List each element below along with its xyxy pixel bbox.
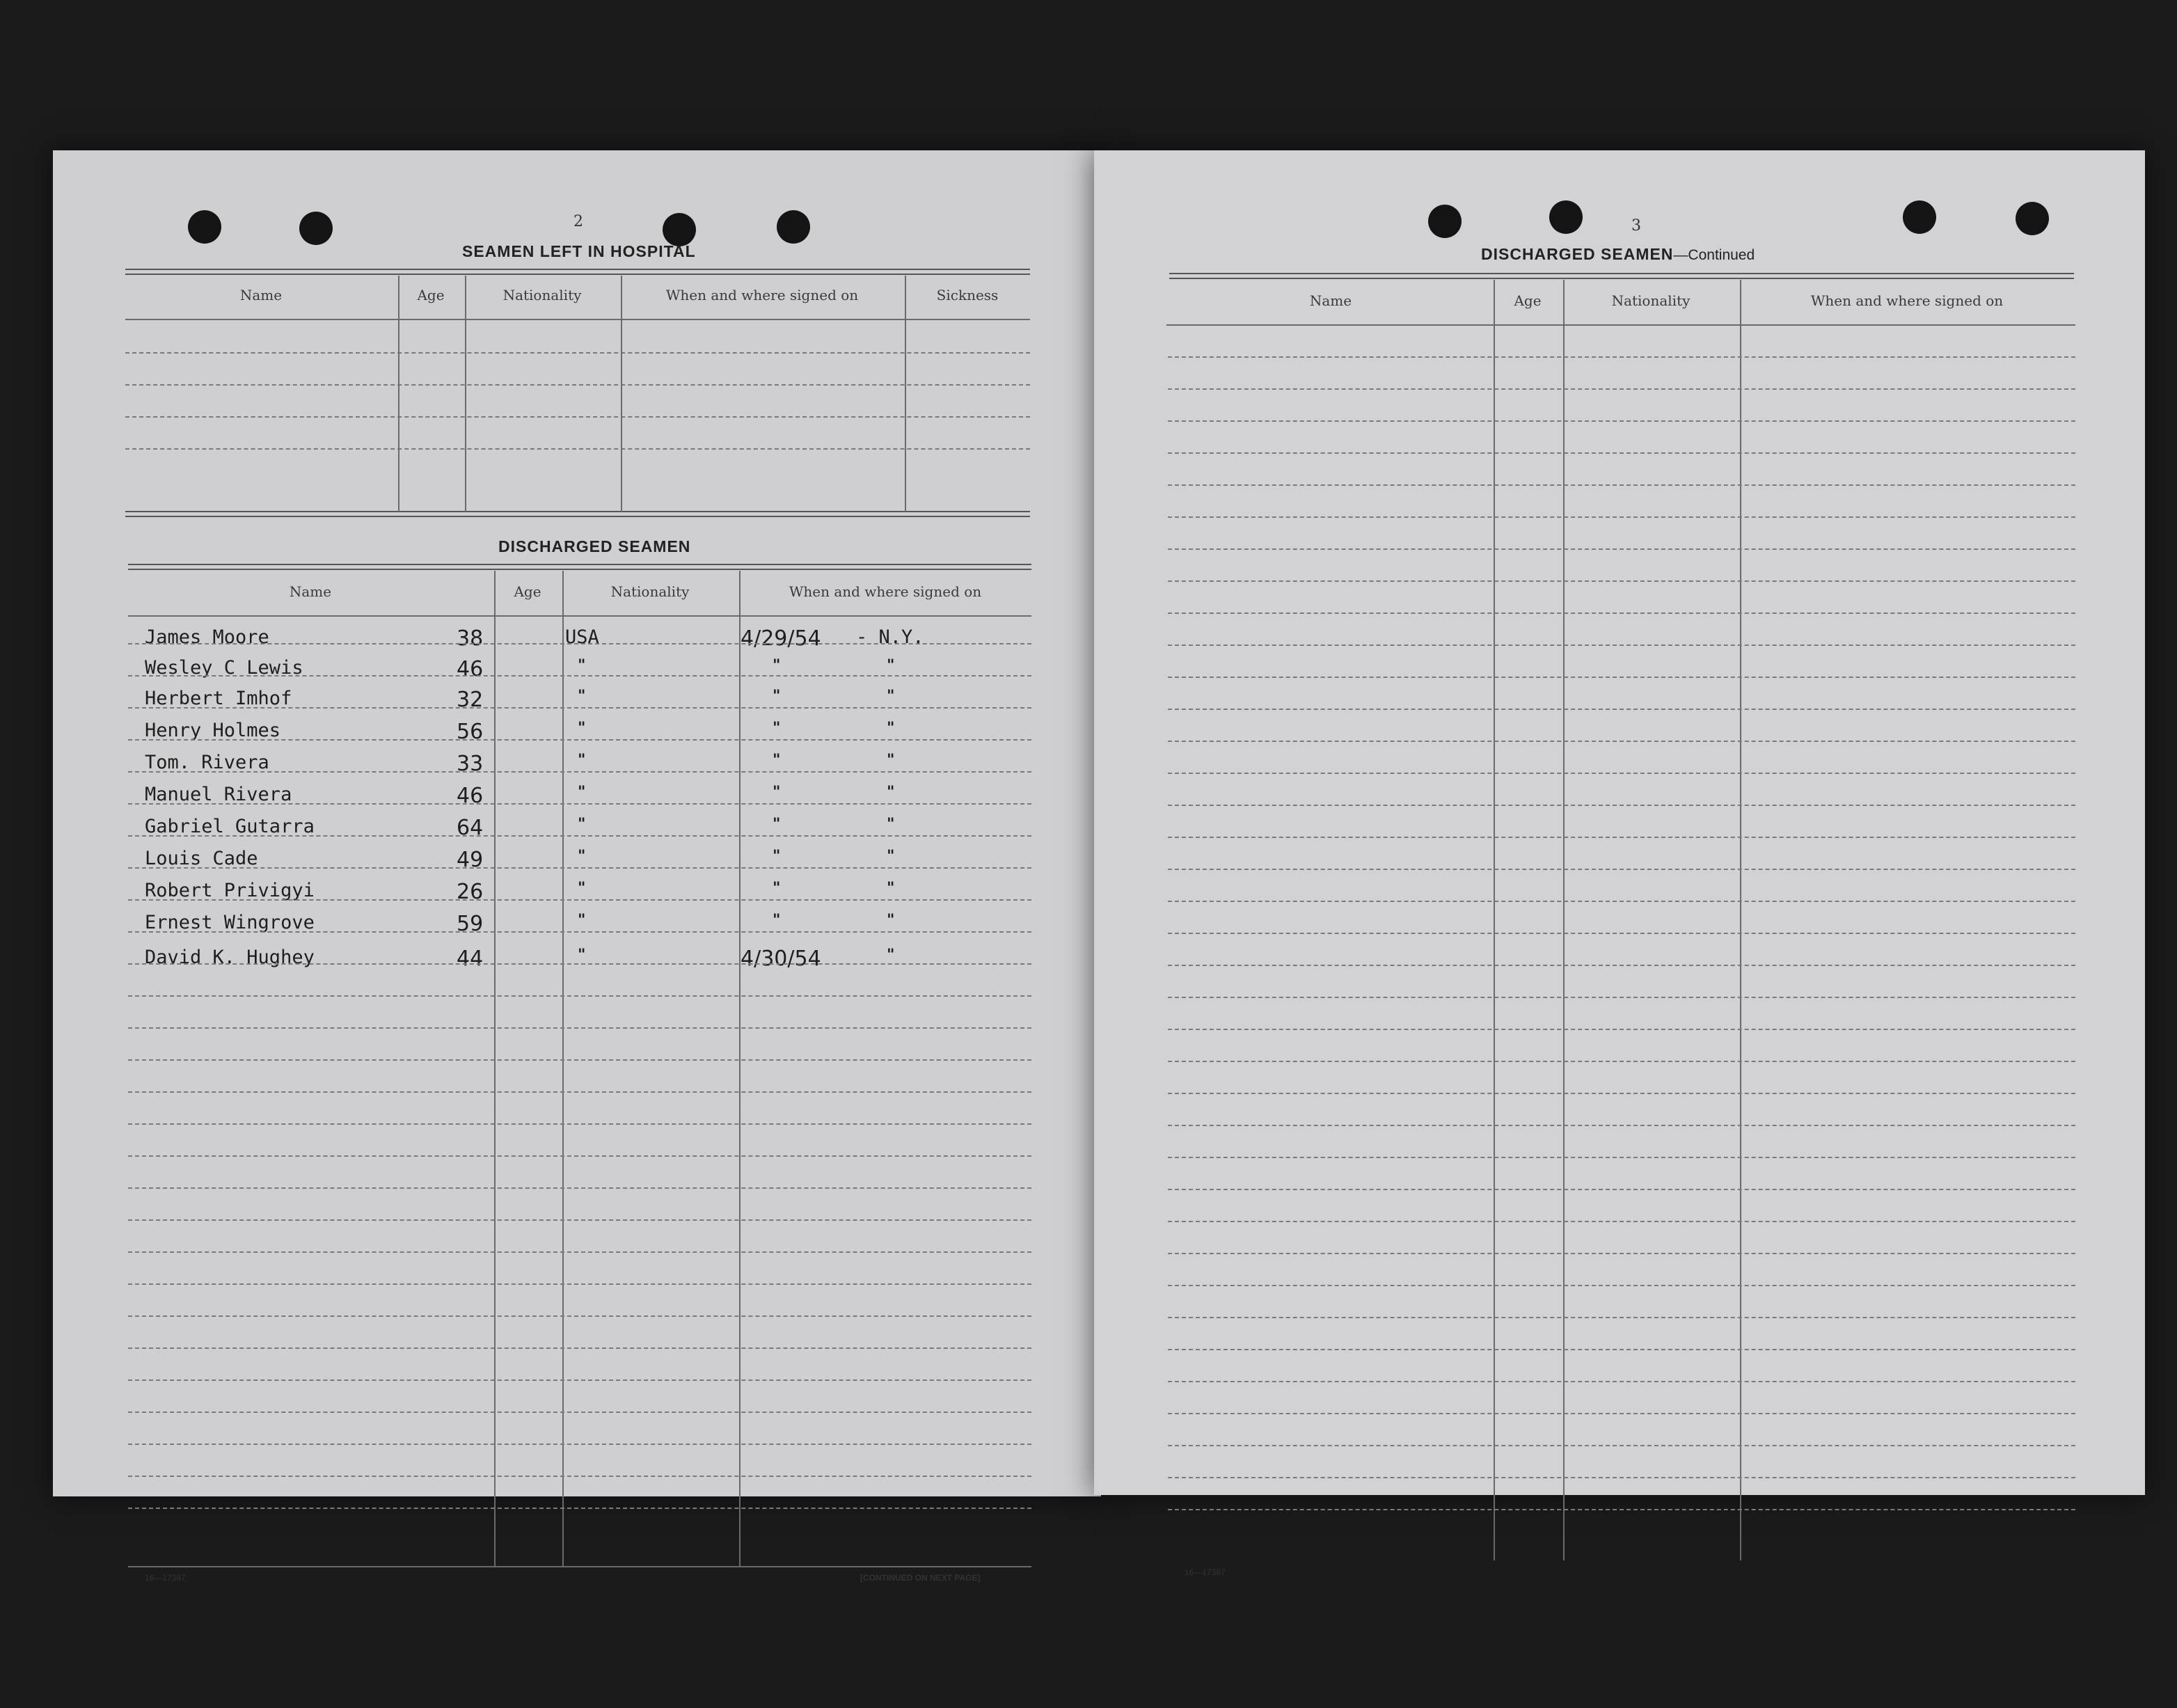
punch-hole	[299, 212, 333, 245]
row-rule	[1168, 965, 2075, 966]
signed-on-place: "	[887, 657, 895, 674]
col-signed-on: When and where signed on	[789, 583, 982, 600]
seaman-nationality: "	[578, 657, 586, 674]
continued-section-title: DISCHARGED SEAMEN—Continued	[1481, 245, 1755, 263]
row-rule	[1168, 1285, 2075, 1286]
row-rule	[128, 643, 1031, 645]
row-rule	[128, 1476, 1031, 1477]
form-number: 16—17387	[145, 1573, 186, 1583]
row-rule	[1168, 1381, 2075, 1382]
row-rule	[1168, 580, 2075, 582]
seaman-name: Ernest Wingrove	[145, 912, 315, 933]
row-rule	[128, 1315, 1031, 1317]
row-rule	[1168, 997, 2075, 998]
col-name: Name	[239, 287, 283, 303]
row-rule	[128, 931, 1031, 933]
signed-on-date: "	[773, 912, 781, 929]
row-rule	[128, 1027, 1031, 1029]
seaman-age: 46	[457, 784, 484, 808]
row-rule	[1168, 356, 2075, 358]
row-rule	[128, 835, 1031, 837]
row-rule	[1168, 1349, 2075, 1350]
row-rule	[1168, 612, 2075, 614]
row-rule	[128, 1283, 1031, 1285]
right-page	[1094, 150, 2145, 1577]
signed-on-date: "	[773, 784, 781, 801]
row-rule	[1168, 484, 2075, 486]
row-rule	[128, 1091, 1031, 1093]
seaman-age: 26	[457, 880, 484, 904]
row-rule	[1168, 1413, 2075, 1414]
row-rule	[128, 899, 1031, 901]
row-rule	[1168, 1029, 2075, 1030]
seaman-nationality: "	[578, 688, 586, 705]
continued-note: [CONTINUED ON NEXT PAGE]	[860, 1573, 981, 1583]
row-rule	[128, 1123, 1031, 1125]
seaman-name: James Moore	[145, 626, 269, 648]
row-rule	[128, 739, 1031, 741]
row-rule	[128, 1059, 1031, 1061]
seaman-nationality: "	[578, 880, 586, 897]
row-rule	[1168, 1445, 2075, 1446]
signed-on-date: "	[773, 688, 781, 705]
row-rule	[128, 771, 1031, 773]
seaman-name: Robert Privigyi	[145, 880, 315, 901]
signed-on-place: "	[887, 848, 895, 865]
row-rule	[128, 963, 1031, 965]
col-nationality: Nationality	[1611, 292, 1691, 309]
col-nationality: Nationality	[610, 583, 690, 600]
seaman-age: 46	[457, 657, 484, 681]
row-rule	[1168, 709, 2075, 710]
seaman-age: 32	[457, 688, 484, 712]
punch-hole	[1903, 200, 1936, 234]
seaman-name: Wesley C Lewis	[145, 657, 303, 679]
signed-on-date: 4/29/54	[741, 626, 821, 651]
row-rule	[128, 1444, 1031, 1445]
form-number: 16—17387	[1185, 1567, 1226, 1577]
signed-on-place: "	[887, 752, 895, 769]
signed-on-place: "	[887, 784, 895, 801]
row-rule	[1168, 1509, 2075, 1510]
row-rule	[128, 1155, 1031, 1157]
seaman-age: 49	[457, 848, 484, 872]
row-rule	[128, 1508, 1031, 1509]
seaman-nationality: USA	[565, 626, 599, 648]
punch-hole	[188, 210, 221, 244]
col-age: Age	[514, 583, 541, 600]
seaman-nationality: "	[578, 752, 586, 769]
page-number: 3	[1631, 217, 1641, 235]
seaman-nationality: "	[578, 912, 586, 929]
left-page	[53, 150, 1101, 1583]
seaman-name: Louis Cade	[145, 848, 258, 869]
seaman-name: Tom. Rivera	[145, 752, 269, 773]
signed-on-place: "	[887, 816, 895, 833]
seaman-nationality: "	[578, 784, 586, 801]
row-rule	[1168, 516, 2075, 518]
row-rule	[1168, 1317, 2075, 1318]
seaman-name: Henry Holmes	[145, 720, 281, 741]
seaman-name: Gabriel Gutarra	[145, 816, 315, 837]
row-rule	[1168, 869, 2075, 870]
seaman-name: David K. Hughey	[145, 947, 315, 968]
signed-on-place: "	[887, 880, 895, 897]
row-rule	[1168, 1477, 2075, 1478]
row-rule	[1168, 773, 2075, 774]
row-rule	[1168, 1093, 2075, 1094]
row-rule	[1168, 1253, 2075, 1254]
seaman-age: 59	[457, 912, 484, 936]
seaman-name: Herbert Imhof	[145, 688, 292, 709]
row-rule	[128, 803, 1031, 805]
row-rule	[1168, 645, 2075, 646]
signed-on-place: "	[887, 947, 895, 964]
row-rule	[1168, 901, 2075, 902]
col-signed-on: When and where signed on	[665, 287, 859, 303]
row-rule	[128, 1412, 1031, 1413]
signed-on-date: 4/30/54	[741, 947, 821, 971]
row-rule	[128, 1251, 1031, 1253]
seaman-age: 33	[457, 752, 484, 776]
seaman-name: Manuel Rivera	[145, 784, 292, 805]
row-rule	[128, 1379, 1031, 1381]
punch-hole	[2016, 202, 2049, 235]
hospital-section-title: SEAMEN LEFT IN HOSPITAL	[462, 242, 696, 260]
seaman-age: 64	[457, 816, 484, 840]
row-rule	[128, 867, 1031, 869]
signed-on-date: "	[773, 720, 781, 737]
row-rule	[1168, 1221, 2075, 1222]
signed-on-place: "	[887, 720, 895, 737]
row-rule	[1168, 420, 2075, 422]
row-rule	[1168, 837, 2075, 838]
row-rule	[1168, 452, 2075, 454]
row-rule	[1168, 1189, 2075, 1190]
row-rule	[1168, 741, 2075, 742]
seaman-age: 38	[457, 626, 484, 651]
signed-on-date: "	[773, 752, 781, 769]
row-rule	[128, 1187, 1031, 1189]
row-rule	[1168, 677, 2075, 678]
signed-on-date: "	[773, 657, 781, 674]
punch-hole	[663, 213, 696, 246]
seaman-age: 44	[457, 947, 484, 971]
row-rule	[1168, 805, 2075, 806]
signed-on-place: - N.Y.	[856, 626, 924, 648]
col-nationality: Nationality	[502, 287, 582, 303]
signed-on-place: "	[887, 912, 895, 929]
row-rule	[1168, 1157, 2075, 1158]
row-rule	[128, 1347, 1031, 1349]
col-name: Name	[289, 583, 332, 600]
col-signed-on: When and where signed on	[1810, 292, 2004, 309]
col-name: Name	[1309, 292, 1352, 309]
row-rule	[1168, 388, 2075, 390]
col-age: Age	[417, 287, 445, 303]
seaman-nationality: "	[578, 720, 586, 737]
row-rule	[128, 707, 1031, 709]
signed-on-date: "	[773, 848, 781, 865]
col-age: Age	[1514, 292, 1542, 309]
row-rule	[1168, 1125, 2075, 1126]
row-rule	[128, 675, 1031, 677]
seaman-nationality: "	[578, 848, 586, 865]
row-rule	[1168, 1061, 2075, 1062]
page-number: 2	[573, 213, 583, 230]
punch-hole	[777, 210, 810, 244]
row-rule	[128, 1219, 1031, 1221]
row-rule	[128, 995, 1031, 997]
signed-on-date: "	[773, 816, 781, 833]
seaman-nationality: "	[578, 816, 586, 833]
row-rule	[1168, 933, 2075, 934]
signed-on-date: "	[773, 880, 781, 897]
col-sickness: Sickness	[936, 287, 999, 303]
seaman-age: 56	[457, 720, 484, 744]
punch-hole	[1549, 200, 1583, 234]
row-rule	[1168, 548, 2075, 550]
signed-on-place: "	[887, 688, 895, 705]
seaman-nationality: "	[578, 947, 586, 964]
discharged-section-title: DISCHARGED SEAMEN	[498, 537, 691, 555]
punch-hole	[1428, 205, 1462, 238]
